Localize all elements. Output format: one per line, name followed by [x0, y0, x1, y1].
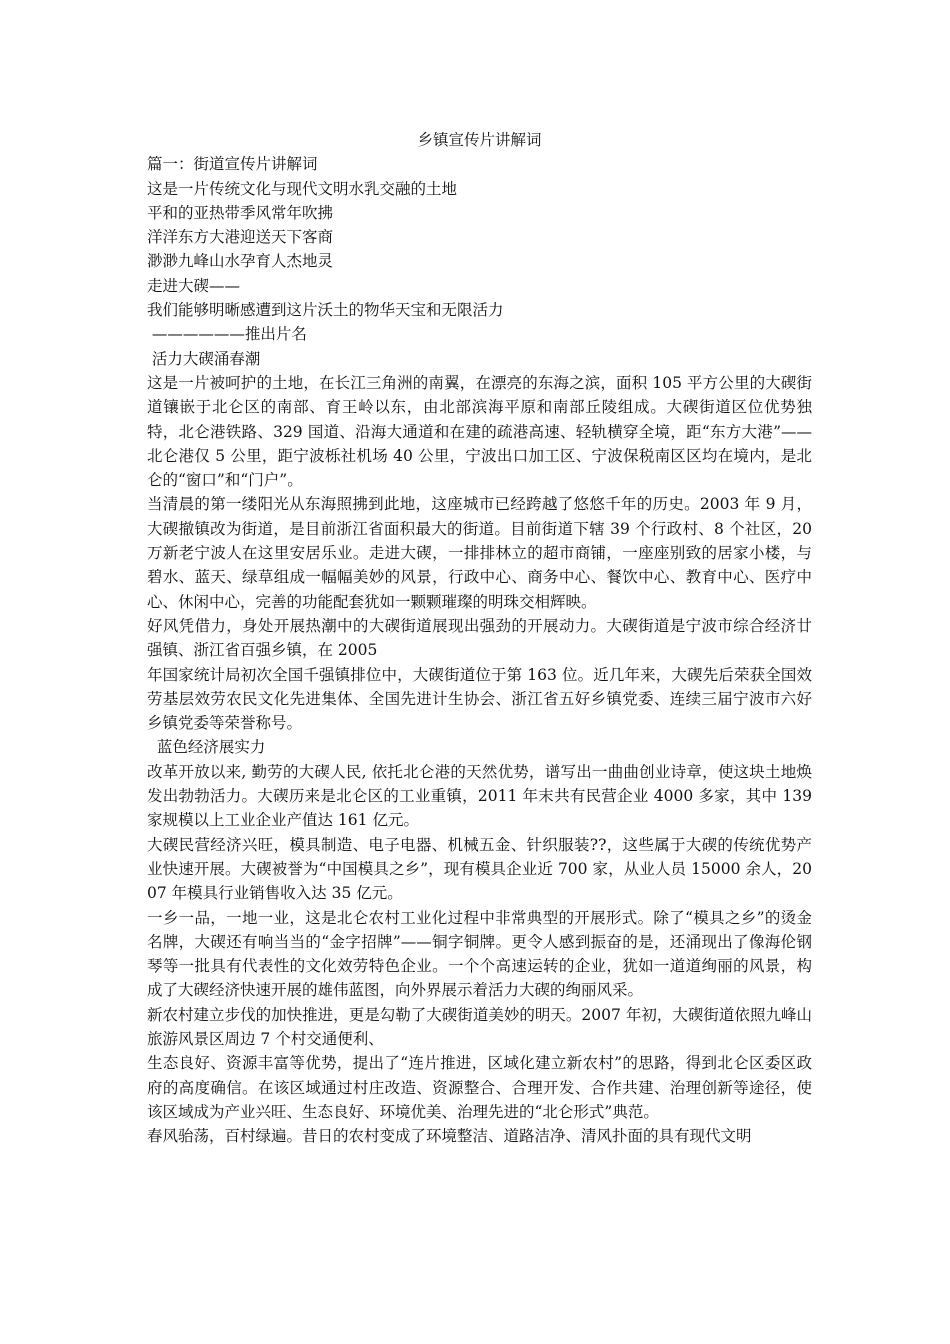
paragraph: 当清晨的第一缕阳光从东海照拂到此地，这座城市已经跨越了悠悠千年的历史。2003 年 9 月，大碶撤镇改为街道，是目前浙江省面积最大的街道。目前街道下辖 39 个行政村、8 个社区，20 万新老宁波人在这里安居乐业。走进大碶，一排排林立的超市商铺，一座座别致的居家小楼，与碧水、蓝天、绿草组成一幅幅美妙的风景，行政中心、商务中心、餐饮中心、教育中心、医疗中心、休闲中心，完善的功能配套犹如一颗颗璀璨的明珠交相辉映。 [147, 495, 812, 611]
paragraph: 年国家统计局初次全国千强镇排位中，大碶街道位于第 163 位。近几年来，大碶先后荣获全国效劳基层效劳农民文化先进集体、全国先进计生协会、浙江省五好乡镇党委、连续三届宁波市六好乡镇党委等荣誉称号。 [147, 665, 812, 733]
document-title: 乡镇宣传片讲解词 [417, 131, 542, 149]
document-body [147, 128, 812, 1148]
paragraph: 大碶民营经济兴旺，模具制造、电子电器、机械五金、针织服装??，这些属于大碶的传统优势产业快速开展。大碶被誉为“中国模具之乡”，现有模具企业近 700 家，从业人员 15000 余人，2007 年模具行业销售收入达 35 亿元。 [147, 835, 812, 903]
verse-line: 这是一片传统文化与现代文明水乳交融的土地 [147, 179, 458, 198]
paragraph: 好风凭借力，身处开展热潮中的大碶街道展现出强劲的开展动力。大碶街道是宁波市综合经济廿强镇、浙江省百强乡镇，在 2005 [147, 616, 812, 660]
paragraph: 生态良好、资源丰富等优势，提出了“连片推进，区域化建立新农村”的思路，得到北仑区委区政府的高度确信。在该区域通过村庄改造、资源整合、合理开发、合作共建、治理创新等途径，使该区域成为产业兴旺、生态良好、环境优美、治理先进的“北仑形式”典范。 [147, 1054, 812, 1121]
paragraph: 新农村建立步伐的加快推进，更是勾勒了大碶街道美妙的明天。2007 年初，大碶街道依照九峰山旅游风景区周边 7 个村交通便利、 [147, 1005, 812, 1048]
verse-line: 渺渺九峰山水孕育人杰地灵 [147, 252, 334, 271]
paragraph: 一乡一品，一地一业，这是北仑农村工业化过程中非常典型的开展形式。除了“模具之乡”的烫金名牌，大碶还有响当当的“金字招牌”——铜字铜牌。更令人感到振奋的是，还涌现出了像海伦钢琴等一批具有代表性的文化效劳特色企业。一个个高速运转的企业，犹如一道道绚丽的风景，构成了大碶经济快速开展的雄伟蓝图，向外界展示着活力大碶的绚丽风采。 [147, 908, 812, 1000]
verse-line: 洋洋东方大港迎送天下客商 [147, 228, 334, 247]
subsection-heading: 蓝色经济展实力 [147, 738, 266, 757]
verse-line: 走进大碶—— [147, 276, 241, 295]
section-heading: 篇一：街道宣传片讲解词 [147, 155, 318, 174]
paragraph: 改革开放以来, 勤劳的大碶人民, 依托北仑港的天然优势，谱写出一曲曲创业诗章，使这块土地焕发出勃勃活力。大碶历来是北仑区的工业重镇，2011 年末共有民营企业 4000 多家，其中 139 家规模以上工业企业产值达 161 亿元。 [147, 762, 812, 830]
verse-line: 平和的亚热带季风常年吹拂 [147, 203, 334, 222]
paragraph: 这是一片被呵护的土地，在长江三角洲的南翼，在漂亮的东海之滨，面积 105 平方公里的大碶街道镶嵌于北仑区的南部、育王岭以东，由北部滨海平原和南部丘陵组成。大碶街道区位优势独特，北仑港铁路、329 国道、沿海大通道和在建的疏港高速、轻轨横穿全境，距“东方大港”——北仑港仅 5 公里，距宁波栎社机场 40 公里，宁波出口加工区、宁波保税南区区均在境内，是北仑的“窗口”和“门户”。 [147, 373, 812, 490]
subsection-heading: 活力大碶涌春潮 [147, 349, 261, 368]
title-cue: ——————推出片名 [147, 325, 307, 344]
verse-line: 我们能够明晰感遭到这片沃土的物华天宝和无限活力 [147, 301, 504, 320]
paragraph: 春风骀荡，百村绿遍。昔日的农村变成了环境整洁、道路洁净、清风扑面的具有现代文明 [147, 1127, 752, 1146]
